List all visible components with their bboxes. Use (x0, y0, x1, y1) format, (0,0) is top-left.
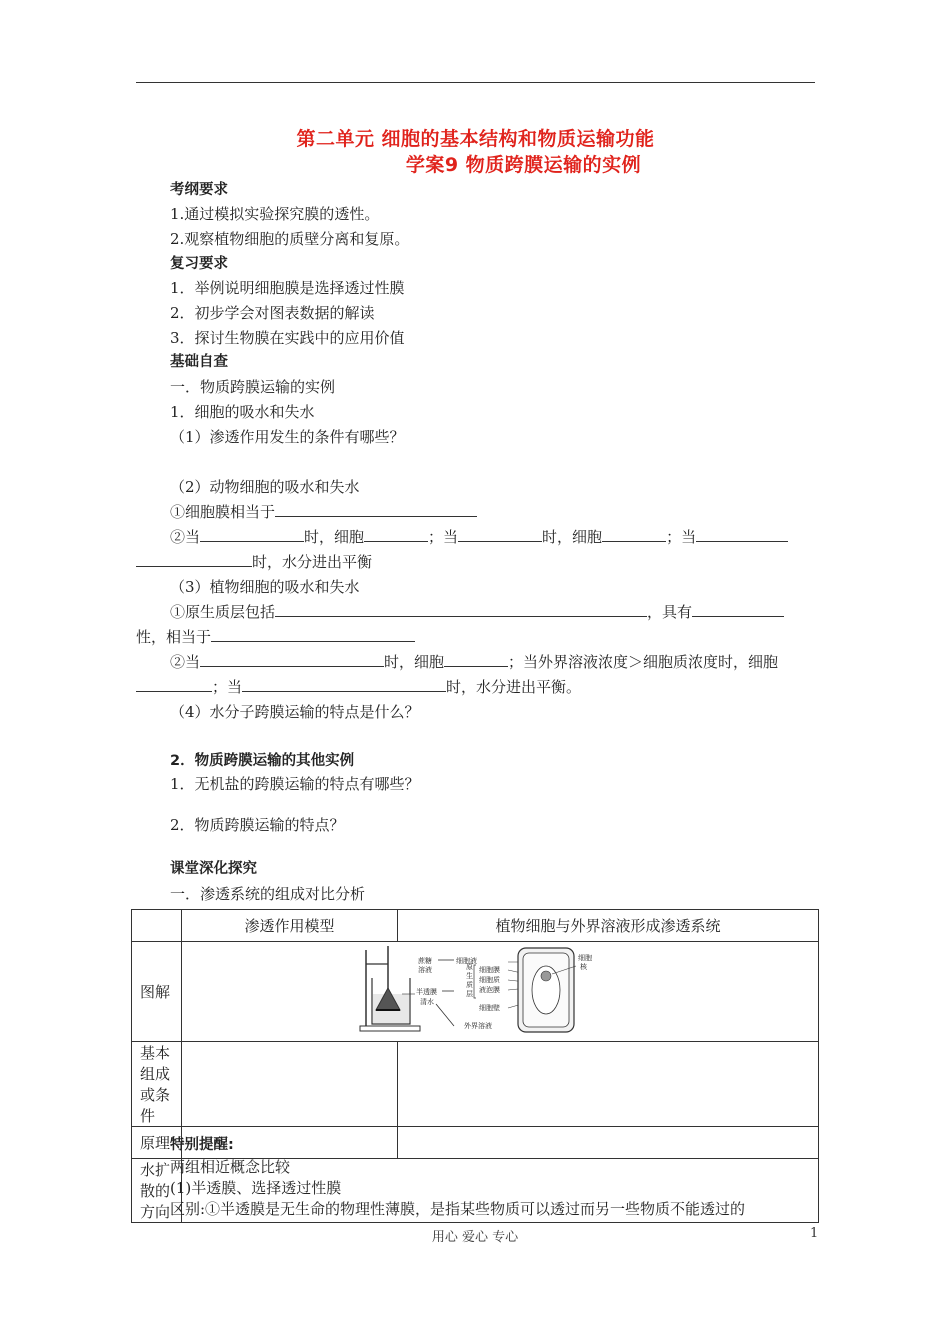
basics-heading: 基础自查 (170, 354, 228, 370)
subsection-1-title: 1．细胞的吸水和失水 (170, 403, 315, 421)
answer-cell[interactable] (182, 1042, 398, 1127)
answer-blank[interactable] (458, 527, 542, 542)
table-corner-cell (132, 910, 182, 942)
question-2b-cont (136, 552, 372, 572)
q2b-text-5: ；当 (666, 528, 697, 546)
lesson-title: 学案9 物质跨膜运输的实例 (405, 154, 642, 176)
label-external-solution: 外界溶液 (464, 1021, 492, 1030)
q3b-text-5: 时，水分进出平衡。 (446, 678, 582, 696)
label-cell-wall: 细胞壁 (479, 1003, 500, 1012)
table-row (132, 1127, 819, 1159)
section-2-title: 2．物质跨膜运输的其他实例 (170, 753, 355, 769)
q2b-text-3: ；当 (428, 528, 459, 546)
question-2a (170, 502, 477, 522)
answer-blank[interactable] (696, 527, 788, 542)
question-3a (170, 602, 784, 622)
note-heading: 特别提醒: (170, 1137, 234, 1153)
explore-heading: 课堂深化探究 (170, 861, 257, 877)
answer-blank[interactable] (136, 677, 212, 692)
note-line-1: 两组相近概念比较 (170, 1158, 291, 1176)
diagram-cell (182, 942, 819, 1042)
col-header-plant-cell: 植物细胞与外界溶液形成渗透系统 (398, 910, 819, 942)
answer-blank[interactable] (444, 652, 508, 667)
table-header-row (132, 910, 819, 942)
question-3b (170, 652, 778, 672)
arrow-line (436, 1004, 454, 1026)
section-1-title: 一．物质跨膜运输的实例 (170, 378, 336, 396)
review-item-3: 3．探讨生物膜在实践中的应用价值 (170, 329, 405, 347)
section-2-question-2: 2．物质跨膜运输的特点？ (170, 816, 345, 834)
q3b-text-1: ②当 (170, 653, 201, 671)
label-side-1: 原 (466, 962, 473, 971)
answer-blank[interactable] (200, 527, 304, 542)
answer-blank[interactable] (242, 677, 446, 692)
col-header-osmosis-model: 渗透作用模型 (182, 910, 398, 942)
q2b-text-1: ②当 (170, 528, 201, 546)
label-cell-membrane: 细胞膜 (479, 965, 500, 974)
row-label-components: 基本组成或条件 (132, 1042, 182, 1127)
review-item-2: 2．初步学会对图表数据的解读 (170, 304, 375, 322)
question-3a-cont (136, 627, 415, 647)
label-membrane: 半透膜 (416, 987, 437, 996)
answer-cell[interactable] (398, 1127, 819, 1159)
question-2: （2）动物细胞的吸水和失水 (170, 478, 360, 496)
row-label-direction: 水扩散的方向 (132, 1159, 182, 1223)
label-sucrose: 蔗糖 (418, 956, 432, 965)
answer-blank[interactable] (136, 552, 252, 567)
answer-blank[interactable] (602, 527, 666, 542)
answer-blank[interactable] (275, 602, 647, 617)
header-rule (136, 82, 815, 83)
q2b-text-6: 时，水分进出平衡 (252, 553, 373, 571)
note-line-3: 区别:①半透膜是无生命的物理性薄膜，是指某些物质可以透过而另一些物质不能透过的 (170, 1200, 746, 1218)
bracket (474, 965, 476, 998)
note-line-2: (1)半透膜、选择透过性膜 (170, 1179, 342, 1197)
syllabus-heading: 考纲要求 (170, 182, 228, 198)
question-1: （1）渗透作用发生的条件有哪些？ (170, 428, 405, 446)
q2b-text-4: 时，细胞 (542, 528, 603, 546)
table-row (132, 942, 819, 1042)
answer-cell[interactable] (398, 1042, 819, 1127)
q3b-text-4: ；当 (212, 678, 243, 696)
answer-blank[interactable] (211, 627, 415, 642)
q3b-text-3: ；当外界溶液浓度＞细胞质浓度时，细胞 (508, 653, 779, 671)
review-item-1: 1．举例说明细胞膜是选择透过性膜 (170, 279, 405, 297)
q2b-text-2: 时，细胞 (304, 528, 365, 546)
footer-motto: 用心 爱心 专心 (431, 1230, 519, 1245)
q3a-text-1: ①原生质层包括 (170, 603, 276, 621)
label-water: 清水 (420, 997, 434, 1006)
label-tonoplast: 液泡膜 (479, 985, 500, 994)
q2a-text: ①细胞膜相当于 (170, 503, 276, 521)
question-3b-cont (136, 677, 581, 697)
label-cell-sap: 细胞液 (456, 956, 477, 965)
answer-blank[interactable] (364, 527, 428, 542)
label-side-2: 生 (466, 971, 473, 980)
label-solution: 溶液 (418, 965, 432, 974)
page-number: 1 (810, 1226, 819, 1241)
answer-blank[interactable] (200, 652, 384, 667)
question-3: （3）植物细胞的吸水和失水 (170, 578, 360, 596)
syllabus-item-1: 1.通过模拟实验探究膜的透性。 (170, 205, 380, 223)
label-side-3: 质 (466, 980, 473, 989)
question-4: （4）水分子跨膜运输的特点是什么？ (170, 703, 420, 721)
answer-blank[interactable] (692, 602, 784, 617)
label-nucleus-2: 核 (580, 962, 587, 971)
question-2b (170, 527, 788, 547)
answer-blank[interactable] (275, 502, 477, 517)
review-heading: 复习要求 (170, 256, 228, 272)
row-label-principle: 原理 (132, 1127, 182, 1159)
label-nucleus-1: 细胞 (578, 953, 592, 962)
explore-subtitle: 一．渗透系统的组成对比分析 (170, 885, 366, 903)
section-2-question-1: 1．无机盐的跨膜运输的特点有哪些？ (170, 775, 420, 793)
nucleus (541, 971, 551, 981)
q3a-text-2: ，具有 (647, 603, 693, 621)
label-side-4: 层 (466, 989, 473, 998)
stand-base (360, 1026, 420, 1031)
label-cytoplasm: 细胞质 (479, 975, 500, 984)
q3a-text-3: 性，相当于 (136, 628, 212, 646)
osmosis-diagram (358, 944, 818, 1040)
q3b-text-2: 时，细胞 (384, 653, 445, 671)
unit-title: 第二单元 细胞的基本结构和物质运输功能 (296, 128, 655, 150)
syllabus-item-2: 2.观察植物细胞的质壁分离和复原。 (170, 230, 410, 248)
row-label-diagram: 图解 (132, 942, 182, 1042)
table-row (132, 1042, 819, 1127)
